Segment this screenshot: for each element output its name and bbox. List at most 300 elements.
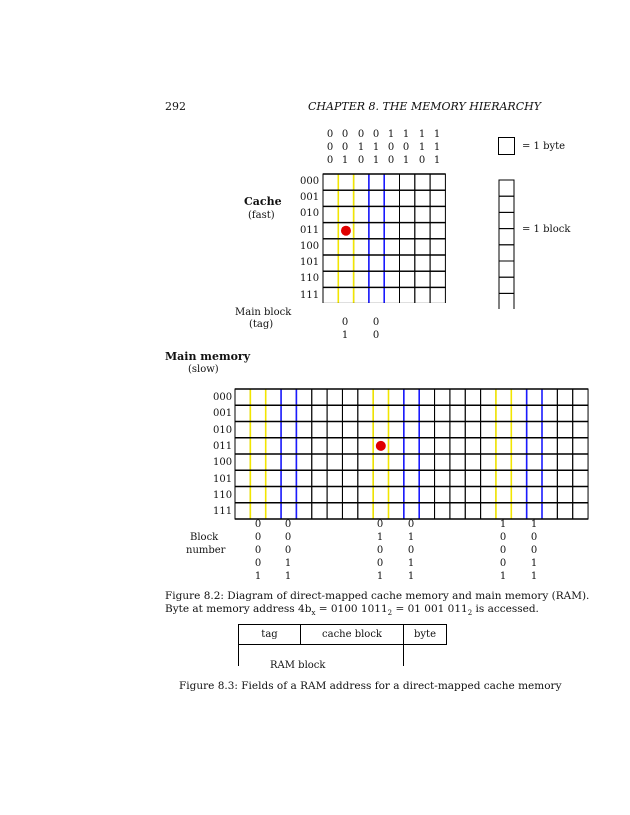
memory-row-label: 001 [213, 408, 233, 419]
memory-cell [404, 405, 419, 421]
legend-block-cell [499, 212, 514, 228]
memory-row-label: 100 [213, 457, 233, 468]
memory-cell [250, 454, 265, 470]
memory-cell [235, 405, 250, 421]
legend-block-label: = 1 block [522, 224, 571, 235]
memory-cell [389, 487, 404, 503]
cache-col-bit: 0 [372, 129, 380, 140]
block-number-label: number [186, 545, 226, 556]
memory-cell [419, 438, 434, 454]
cache-cell [415, 206, 430, 222]
memory-cell [266, 470, 281, 486]
accessed-byte-marker [341, 226, 351, 236]
figure-8-2-caption-line1: Figure 8.2: Diagram of direct-mapped cache memory and main memory (RAM). [165, 590, 590, 602]
block-digit: 0 [254, 532, 262, 543]
memory-cell [235, 438, 250, 454]
field-tag [238, 624, 301, 645]
memory-cell [465, 405, 480, 421]
memory-cell [557, 405, 572, 421]
memory-cell [465, 389, 480, 405]
cache-cell [415, 223, 430, 239]
field-cache-block [300, 624, 404, 645]
cache-cell [430, 239, 445, 255]
memory-cell [496, 438, 511, 454]
cache-cell [430, 190, 445, 206]
legend-block-cell [499, 196, 514, 212]
caption-text: is accessed. [472, 603, 539, 615]
cache-col-bit: 1 [341, 155, 349, 166]
cache-col-bit: 0 [418, 155, 426, 166]
cache-cell [400, 206, 415, 222]
memory-cell [481, 438, 496, 454]
block-digit: 0 [530, 532, 538, 543]
memory-row-label: 010 [213, 425, 233, 436]
memory-cell [573, 422, 588, 438]
cache-col-bit: 0 [326, 142, 334, 153]
cache-row-label: 100 [300, 241, 320, 252]
block-digit: 0 [499, 558, 507, 569]
memory-cell [327, 422, 342, 438]
cache-row-label: 011 [300, 225, 320, 236]
cache-cell [384, 271, 399, 287]
cache-cell [369, 174, 384, 190]
block-digit: 0 [284, 545, 292, 556]
memory-cell [373, 405, 388, 421]
block-digit: 1 [284, 558, 292, 569]
memory-cell [419, 470, 434, 486]
cache-cell [400, 239, 415, 255]
cache-cell [354, 206, 369, 222]
block-digit: 1 [499, 519, 507, 530]
memory-cell [496, 422, 511, 438]
cache-col-bit: 1 [372, 142, 380, 153]
page-number: 292 [165, 100, 186, 113]
memory-cell [450, 438, 465, 454]
main-memory-title: Main memory [165, 350, 251, 363]
main-memory-subtitle: (slow) [188, 364, 219, 375]
cache-col-bit: 1 [433, 155, 441, 166]
cache-cell [338, 206, 353, 222]
cache-cell [415, 255, 430, 271]
block-digit: 0 [407, 545, 415, 556]
memory-cell [296, 470, 311, 486]
cache-cell [384, 239, 399, 255]
memory-cell [250, 389, 265, 405]
cache-col-bit: 0 [357, 155, 365, 166]
block-digit: 0 [254, 558, 262, 569]
cache-col-bit: 0 [357, 129, 365, 140]
caption-text: = 01 001 011 [392, 603, 468, 615]
memory-cell [511, 405, 526, 421]
cache-row-label: 110 [300, 273, 320, 284]
memory-cell [389, 438, 404, 454]
cache-cell [323, 190, 338, 206]
memory-cell [557, 470, 572, 486]
block-digit: 0 [254, 545, 262, 556]
memory-cell [327, 438, 342, 454]
field-byte [403, 624, 447, 645]
cache-cell [354, 239, 369, 255]
field-byte-label: byte [414, 629, 436, 640]
tag-digit: 0 [372, 317, 380, 328]
memory-cell [327, 503, 342, 519]
memory-cell [511, 422, 526, 438]
memory-grid [234, 388, 592, 520]
memory-cell [312, 422, 327, 438]
cache-col-bit: 1 [418, 129, 426, 140]
cache-cell [430, 255, 445, 271]
memory-row-label: 111 [213, 506, 233, 517]
memory-cell [557, 422, 572, 438]
legend-block-cell [499, 261, 514, 277]
memory-cell [358, 438, 373, 454]
cache-cell [384, 223, 399, 239]
tag-label: (tag) [249, 319, 274, 330]
caption-sub: 2 [467, 609, 473, 618]
cache-cell [369, 190, 384, 206]
memory-row-label: 011 [213, 441, 233, 452]
memory-cell [389, 389, 404, 405]
memory-cell [573, 405, 588, 421]
cache-row-label: 010 [300, 208, 320, 219]
memory-cell [450, 503, 465, 519]
cache-cell [369, 239, 384, 255]
memory-cell [342, 487, 357, 503]
memory-cell [573, 503, 588, 519]
memory-cell [281, 422, 296, 438]
cache-col-bit: 0 [326, 155, 334, 166]
memory-cell [542, 422, 557, 438]
block-digit: 0 [376, 519, 384, 530]
legend-block [498, 179, 516, 309]
cache-col-bit: 0 [341, 129, 349, 140]
memory-cell [296, 422, 311, 438]
memory-cell [296, 454, 311, 470]
memory-cell [327, 470, 342, 486]
memory-cell [342, 389, 357, 405]
memory-cell [266, 438, 281, 454]
memory-cell [557, 389, 572, 405]
block-digit: 0 [376, 558, 384, 569]
memory-cell [296, 389, 311, 405]
memory-cell [296, 503, 311, 519]
memory-cell [404, 438, 419, 454]
memory-cell [496, 503, 511, 519]
block-number-label: Block [190, 532, 219, 543]
memory-cell [281, 454, 296, 470]
memory-cell [542, 503, 557, 519]
memory-cell [419, 422, 434, 438]
cache-cell [369, 206, 384, 222]
memory-cell [511, 454, 526, 470]
memory-cell [527, 389, 542, 405]
cache-cell [323, 287, 338, 303]
memory-cell [281, 470, 296, 486]
memory-cell [312, 454, 327, 470]
cache-cell [323, 223, 338, 239]
memory-cell [465, 503, 480, 519]
memory-cell [450, 422, 465, 438]
memory-cell [250, 422, 265, 438]
memory-cell [419, 454, 434, 470]
memory-cell [266, 454, 281, 470]
memory-cell [481, 470, 496, 486]
memory-cell [266, 487, 281, 503]
cache-cell [400, 190, 415, 206]
legend-block-cell [499, 245, 514, 261]
memory-cell [557, 503, 572, 519]
memory-cell [435, 470, 450, 486]
memory-cell [450, 470, 465, 486]
cache-cell [415, 271, 430, 287]
memory-cell [358, 405, 373, 421]
cache-cell [430, 223, 445, 239]
memory-cell [542, 470, 557, 486]
cache-col-bit: 0 [387, 142, 395, 153]
memory-cell [404, 422, 419, 438]
memory-cell [266, 389, 281, 405]
cache-col-bit: 0 [341, 142, 349, 153]
cache-cell [369, 255, 384, 271]
memory-cell [450, 405, 465, 421]
memory-cell [296, 405, 311, 421]
memory-cell [327, 487, 342, 503]
memory-cell [419, 405, 434, 421]
cache-cell [384, 287, 399, 303]
memory-cell [527, 470, 542, 486]
cache-title: Cache [244, 195, 282, 208]
cache-cell [354, 287, 369, 303]
cache-cell [430, 206, 445, 222]
memory-row-label: 101 [213, 474, 233, 485]
memory-cell [527, 487, 542, 503]
field-cache-block-label: cache block [322, 629, 382, 640]
memory-cell [527, 438, 542, 454]
memory-cell [465, 438, 480, 454]
memory-cell [465, 487, 480, 503]
memory-cell [465, 422, 480, 438]
memory-cell [373, 503, 388, 519]
cache-cell [400, 174, 415, 190]
figure-8-2-caption-line2 [165, 602, 539, 620]
memory-cell [266, 405, 281, 421]
memory-cell [296, 438, 311, 454]
memory-cell [435, 487, 450, 503]
memory-cell [342, 503, 357, 519]
memory-cell [527, 422, 542, 438]
block-digit: 1 [499, 571, 507, 582]
memory-cell [573, 470, 588, 486]
block-digit: 0 [499, 532, 507, 543]
memory-cell [450, 487, 465, 503]
ram-block-label: RAM block [270, 660, 326, 671]
cache-cell [369, 223, 384, 239]
ram-block-bracket-left [238, 644, 239, 666]
memory-cell [389, 503, 404, 519]
memory-cell [450, 454, 465, 470]
memory-cell [465, 470, 480, 486]
memory-cell [250, 487, 265, 503]
memory-cell [481, 405, 496, 421]
memory-cell [542, 438, 557, 454]
memory-cell [481, 487, 496, 503]
tag-digit: 0 [341, 317, 349, 328]
block-digit: 1 [376, 571, 384, 582]
legend-byte-label: = 1 byte [522, 141, 566, 152]
cache-cell [400, 255, 415, 271]
cache-cell [415, 190, 430, 206]
cache-cell [323, 271, 338, 287]
memory-cell [496, 405, 511, 421]
memory-cell [358, 503, 373, 519]
accessed-byte-marker [376, 441, 386, 451]
memory-cell [389, 454, 404, 470]
memory-cell [404, 389, 419, 405]
cache-col-bit: 1 [387, 129, 395, 140]
memory-cell [312, 389, 327, 405]
memory-cell [250, 470, 265, 486]
cache-cell [430, 287, 445, 303]
memory-cell [312, 487, 327, 503]
cache-cell [354, 255, 369, 271]
memory-cell [419, 503, 434, 519]
memory-cell [542, 454, 557, 470]
memory-cell [235, 470, 250, 486]
cache-row-label: 000 [300, 176, 320, 187]
cache-col-bit: 1 [402, 155, 410, 166]
memory-cell [389, 422, 404, 438]
memory-cell [419, 487, 434, 503]
memory-cell [235, 422, 250, 438]
memory-cell [235, 503, 250, 519]
memory-cell [235, 487, 250, 503]
memory-cell [465, 454, 480, 470]
memory-cell [281, 487, 296, 503]
field-tag-label: tag [261, 629, 278, 640]
memory-cell [373, 487, 388, 503]
memory-cell [481, 422, 496, 438]
memory-cell [342, 422, 357, 438]
memory-cell [373, 422, 388, 438]
cache-cell [323, 239, 338, 255]
memory-cell [281, 405, 296, 421]
tag-digit: 0 [372, 330, 380, 341]
cache-col-bit: 1 [418, 142, 426, 153]
memory-cell [435, 405, 450, 421]
cache-cell [354, 271, 369, 287]
cache-col-bit: 1 [433, 142, 441, 153]
memory-cell [342, 470, 357, 486]
memory-cell [404, 470, 419, 486]
memory-cell [312, 503, 327, 519]
memory-cell [557, 487, 572, 503]
memory-cell [342, 454, 357, 470]
memory-cell [435, 503, 450, 519]
block-digit: 1 [530, 558, 538, 569]
memory-cell [573, 487, 588, 503]
cache-cell [338, 287, 353, 303]
block-digit: 1 [530, 519, 538, 530]
cache-cell [338, 271, 353, 287]
memory-cell [496, 389, 511, 405]
cache-cell [323, 174, 338, 190]
memory-cell [312, 405, 327, 421]
cache-cell [354, 190, 369, 206]
memory-cell [527, 454, 542, 470]
memory-cell [296, 487, 311, 503]
memory-cell [435, 454, 450, 470]
memory-cell [281, 438, 296, 454]
block-digit: 1 [284, 571, 292, 582]
memory-cell [250, 438, 265, 454]
cache-col-bit: 1 [357, 142, 365, 153]
memory-row-label: 110 [213, 490, 233, 501]
cache-cell [323, 255, 338, 271]
cache-cell [384, 174, 399, 190]
legend-block-cell [499, 180, 514, 196]
block-digit: 1 [407, 558, 415, 569]
cache-col-bit: 1 [372, 155, 380, 166]
memory-row-label: 000 [213, 392, 233, 403]
memory-cell [327, 389, 342, 405]
block-digit: 0 [284, 519, 292, 530]
cache-cell [430, 174, 445, 190]
memory-cell [312, 438, 327, 454]
memory-cell [527, 503, 542, 519]
main-block-label: Main block [235, 307, 292, 318]
cache-row-label: 111 [300, 290, 320, 301]
memory-cell [358, 422, 373, 438]
memory-cell [511, 470, 526, 486]
memory-cell [511, 438, 526, 454]
cache-col-bit: 0 [402, 142, 410, 153]
memory-cell [573, 389, 588, 405]
memory-cell [557, 438, 572, 454]
memory-cell [373, 389, 388, 405]
memory-cell [481, 454, 496, 470]
memory-cell [373, 454, 388, 470]
block-digit: 1 [254, 571, 262, 582]
cache-cell [369, 271, 384, 287]
memory-cell [527, 405, 542, 421]
cache-cell [323, 206, 338, 222]
memory-cell [511, 389, 526, 405]
block-digit: 1 [407, 571, 415, 582]
cache-cell [400, 287, 415, 303]
memory-cell [358, 470, 373, 486]
block-digit: 0 [254, 519, 262, 530]
memory-cell [419, 389, 434, 405]
memory-cell [496, 454, 511, 470]
memory-cell [235, 389, 250, 405]
memory-cell [404, 487, 419, 503]
block-digit: 1 [530, 571, 538, 582]
caption-text: Byte at memory address 4b [165, 603, 312, 615]
tag-digit: 1 [341, 330, 349, 341]
cache-cell [369, 287, 384, 303]
memory-cell [250, 405, 265, 421]
cache-cell [338, 190, 353, 206]
cache-row-label: 001 [300, 192, 320, 203]
block-digit: 0 [530, 545, 538, 556]
memory-cell [266, 503, 281, 519]
memory-cell [573, 438, 588, 454]
cache-cell [384, 206, 399, 222]
cache-cell [430, 271, 445, 287]
memory-cell [435, 422, 450, 438]
cache-cell [415, 174, 430, 190]
memory-cell [342, 405, 357, 421]
